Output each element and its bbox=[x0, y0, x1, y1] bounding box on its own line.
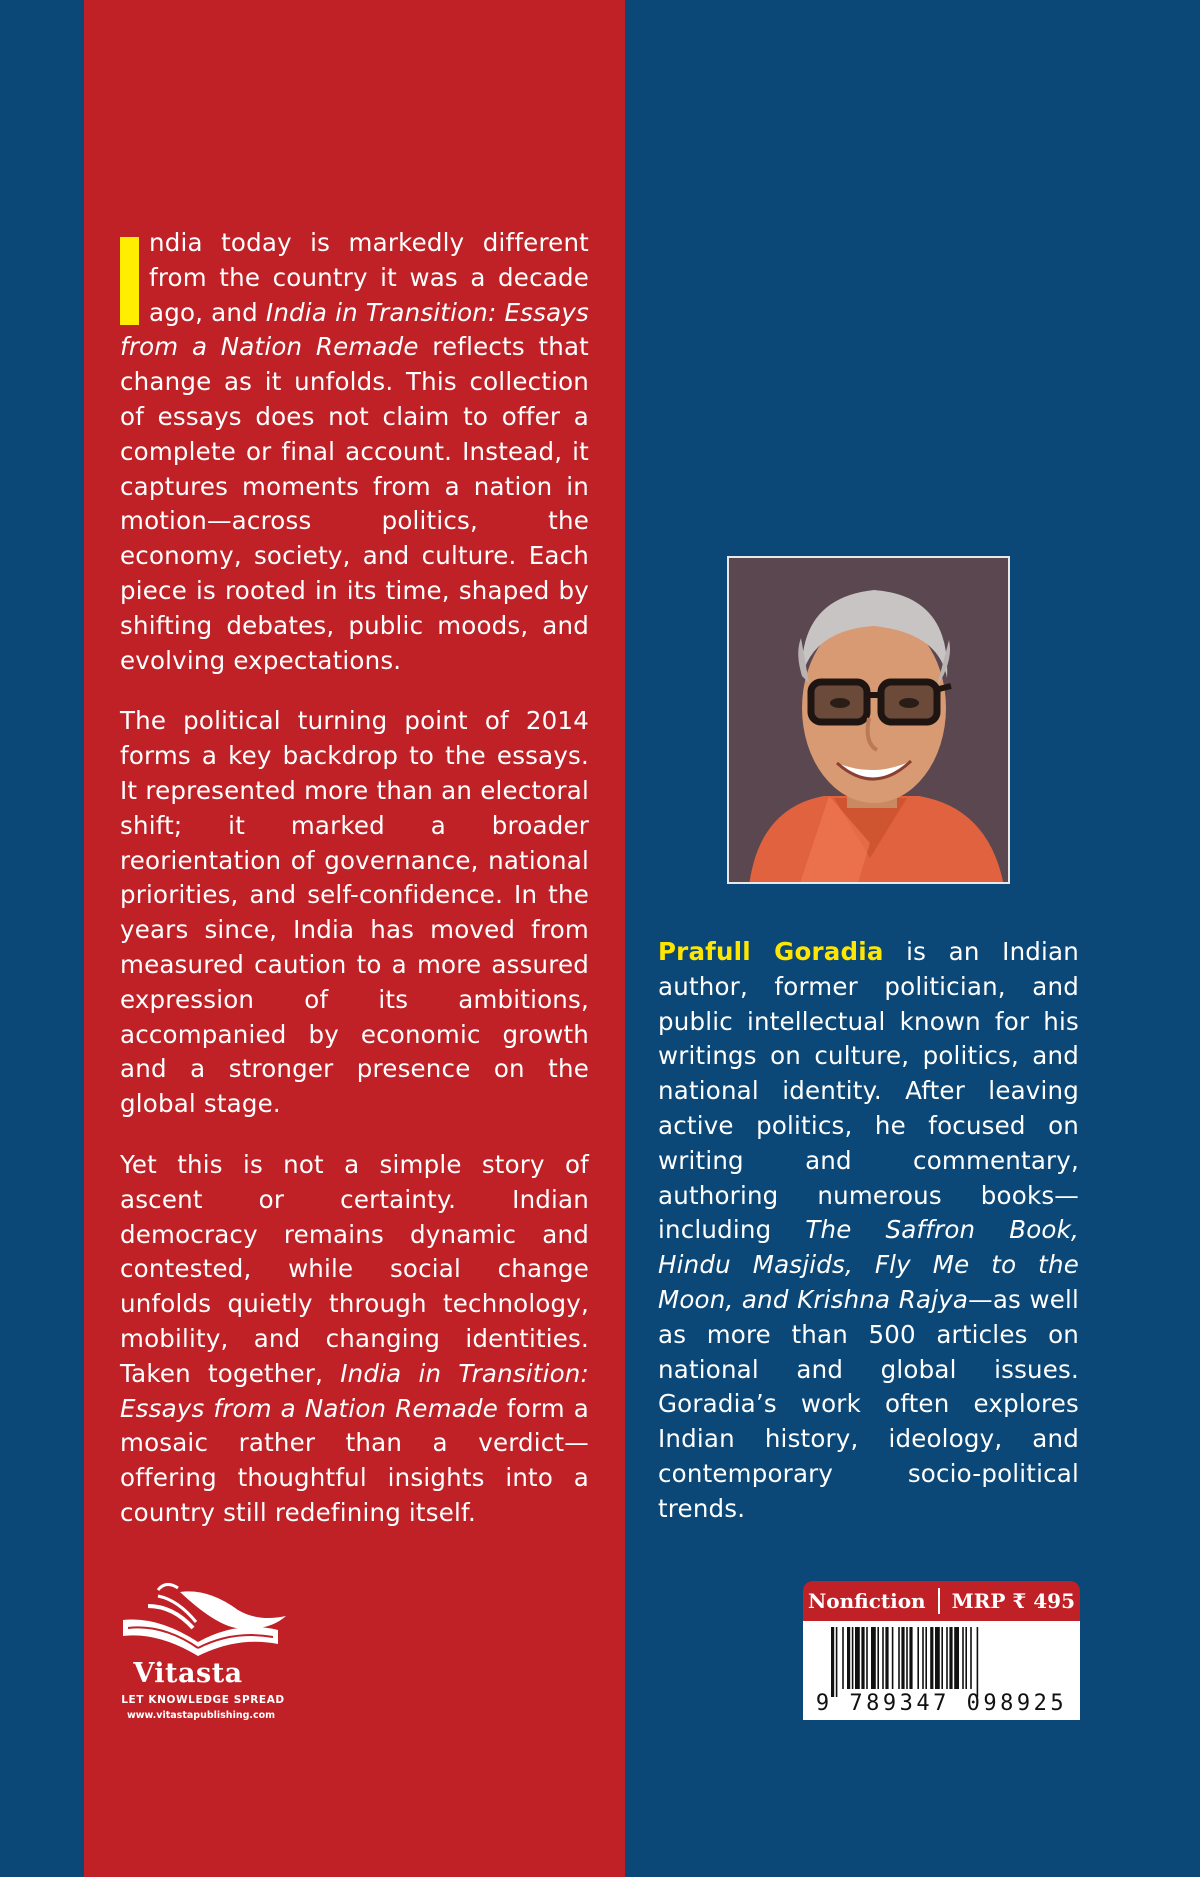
author-name: Prafull Goradia bbox=[658, 937, 884, 966]
blurb-paragraph-1: ndia today is markedly different from the country it was a decade ago, and India in Transition: Essays from a Nation Remade reflects that change as it unfolds. This collection of essays does not claim to offer a complete or final account. Instead, it captures moments from a nation in motion—across politics, the economy, society, and culture. Each piece is rooted in its time, shaped by shifting debates, public moods, and evolving expectations. bbox=[120, 228, 589, 675]
price-divider bbox=[938, 1588, 940, 1614]
barcode-bar bbox=[977, 1627, 979, 1697]
book-title-italic: India in Transition: Essays from a Nation Remade bbox=[120, 297, 589, 362]
barcode-bar bbox=[901, 1627, 904, 1689]
book-list-italic: The Saffron Book, Hindu Masjids, Fly Me to the Moon, and Krishna Rajya bbox=[658, 1215, 1079, 1314]
barcode-bar bbox=[882, 1627, 884, 1689]
barcode-bar bbox=[922, 1627, 924, 1689]
book-blurb bbox=[120, 226, 589, 1557]
barcode-bars bbox=[803, 1627, 1080, 1697]
barcode-bar bbox=[909, 1627, 912, 1689]
barcode-bar bbox=[962, 1627, 964, 1689]
price-label bbox=[803, 1581, 1080, 1621]
publisher-name: Vitasta bbox=[133, 1658, 243, 1689]
blurb-paragraph-3: Yet this is not a simple story of ascent or certainty. Indian democracy remains dynamic and contested, while social change unfolds quietly through technology, mobility, and changing identities. Taken together, India in Transition: Essays from a Nation Remade form a mosaic rather than a verdict—offering thoughtful insights into a country still redefining itself. bbox=[120, 1149, 589, 1527]
isbn-barcode bbox=[803, 1621, 1080, 1720]
author-bio: Prafull Goradia is an Indian author, former politician, and public intellectual known for his writings on culture, politics, and national identity. After leaving active politics, he focused on writing and commentary, authoring numerous books—including The Saffron Book, Hindu Masjids, Fly Me to the Moon, and Krishna Rajya—as well as more than 500 articles on national and global issues. Goradia’s work often explores Indian history, ideology, and contemporary socio-political trends. bbox=[658, 937, 1080, 1523]
barcode-bar bbox=[917, 1627, 919, 1689]
barcode-bar bbox=[965, 1627, 967, 1689]
barcode-bar bbox=[892, 1627, 894, 1689]
barcode-bar bbox=[871, 1627, 876, 1689]
barcode-bar bbox=[836, 1627, 838, 1697]
barcode-bar bbox=[847, 1627, 850, 1689]
barcode-bar bbox=[970, 1627, 972, 1689]
barcode-bar bbox=[949, 1627, 952, 1689]
barcode-bar bbox=[930, 1627, 933, 1689]
author-portrait-illustration bbox=[729, 558, 1010, 884]
publisher-tagline: LET KNOWLEDGE SPREAD bbox=[121, 1694, 285, 1706]
barcode-bar bbox=[941, 1627, 943, 1689]
barcode-bar bbox=[866, 1627, 868, 1689]
barcode-bar bbox=[852, 1627, 854, 1689]
barcode-bar bbox=[855, 1627, 860, 1689]
blurb-paragraph-2: The political turning point of 2014 forms a key backdrop to the essays. It represented more than an electoral shift; it marked a broader reorientation of governance, national priorities, and self-confidence. In the years since, India has moved from measured caution to a more assured expression of its ambitions, accompanied by economic growth and a stronger presence on the global stage. bbox=[120, 706, 589, 1119]
publisher-logo bbox=[118, 1580, 288, 1720]
barcode-bar bbox=[946, 1627, 948, 1689]
open-book-logo-icon bbox=[118, 1580, 288, 1662]
barcode-bar bbox=[954, 1627, 959, 1689]
author-photo bbox=[727, 556, 1010, 884]
book-title-italic: India in Transition: Essays from a Nation Remade bbox=[120, 1358, 589, 1423]
genre-label: Nonfiction bbox=[808, 1589, 926, 1613]
barcode-bar bbox=[861, 1627, 864, 1689]
left-blue-strip bbox=[0, 0, 84, 1877]
barcode-bar bbox=[877, 1627, 879, 1689]
barcode-bar bbox=[898, 1627, 900, 1689]
barcode-bar bbox=[925, 1627, 927, 1689]
barcode-bar bbox=[831, 1627, 834, 1697]
barcode-bar bbox=[842, 1627, 844, 1689]
drop-cap-i bbox=[120, 237, 139, 325]
mrp-label: MRP ₹ 495 bbox=[951, 1589, 1075, 1613]
barcode-bar bbox=[885, 1627, 888, 1689]
isbn-digits: 9 789347 098925 bbox=[815, 1691, 1068, 1716]
publisher-url: www.vitastapublishing.com bbox=[126, 1710, 276, 1721]
barcode-bar bbox=[935, 1627, 940, 1689]
barcode-bar bbox=[906, 1627, 908, 1689]
